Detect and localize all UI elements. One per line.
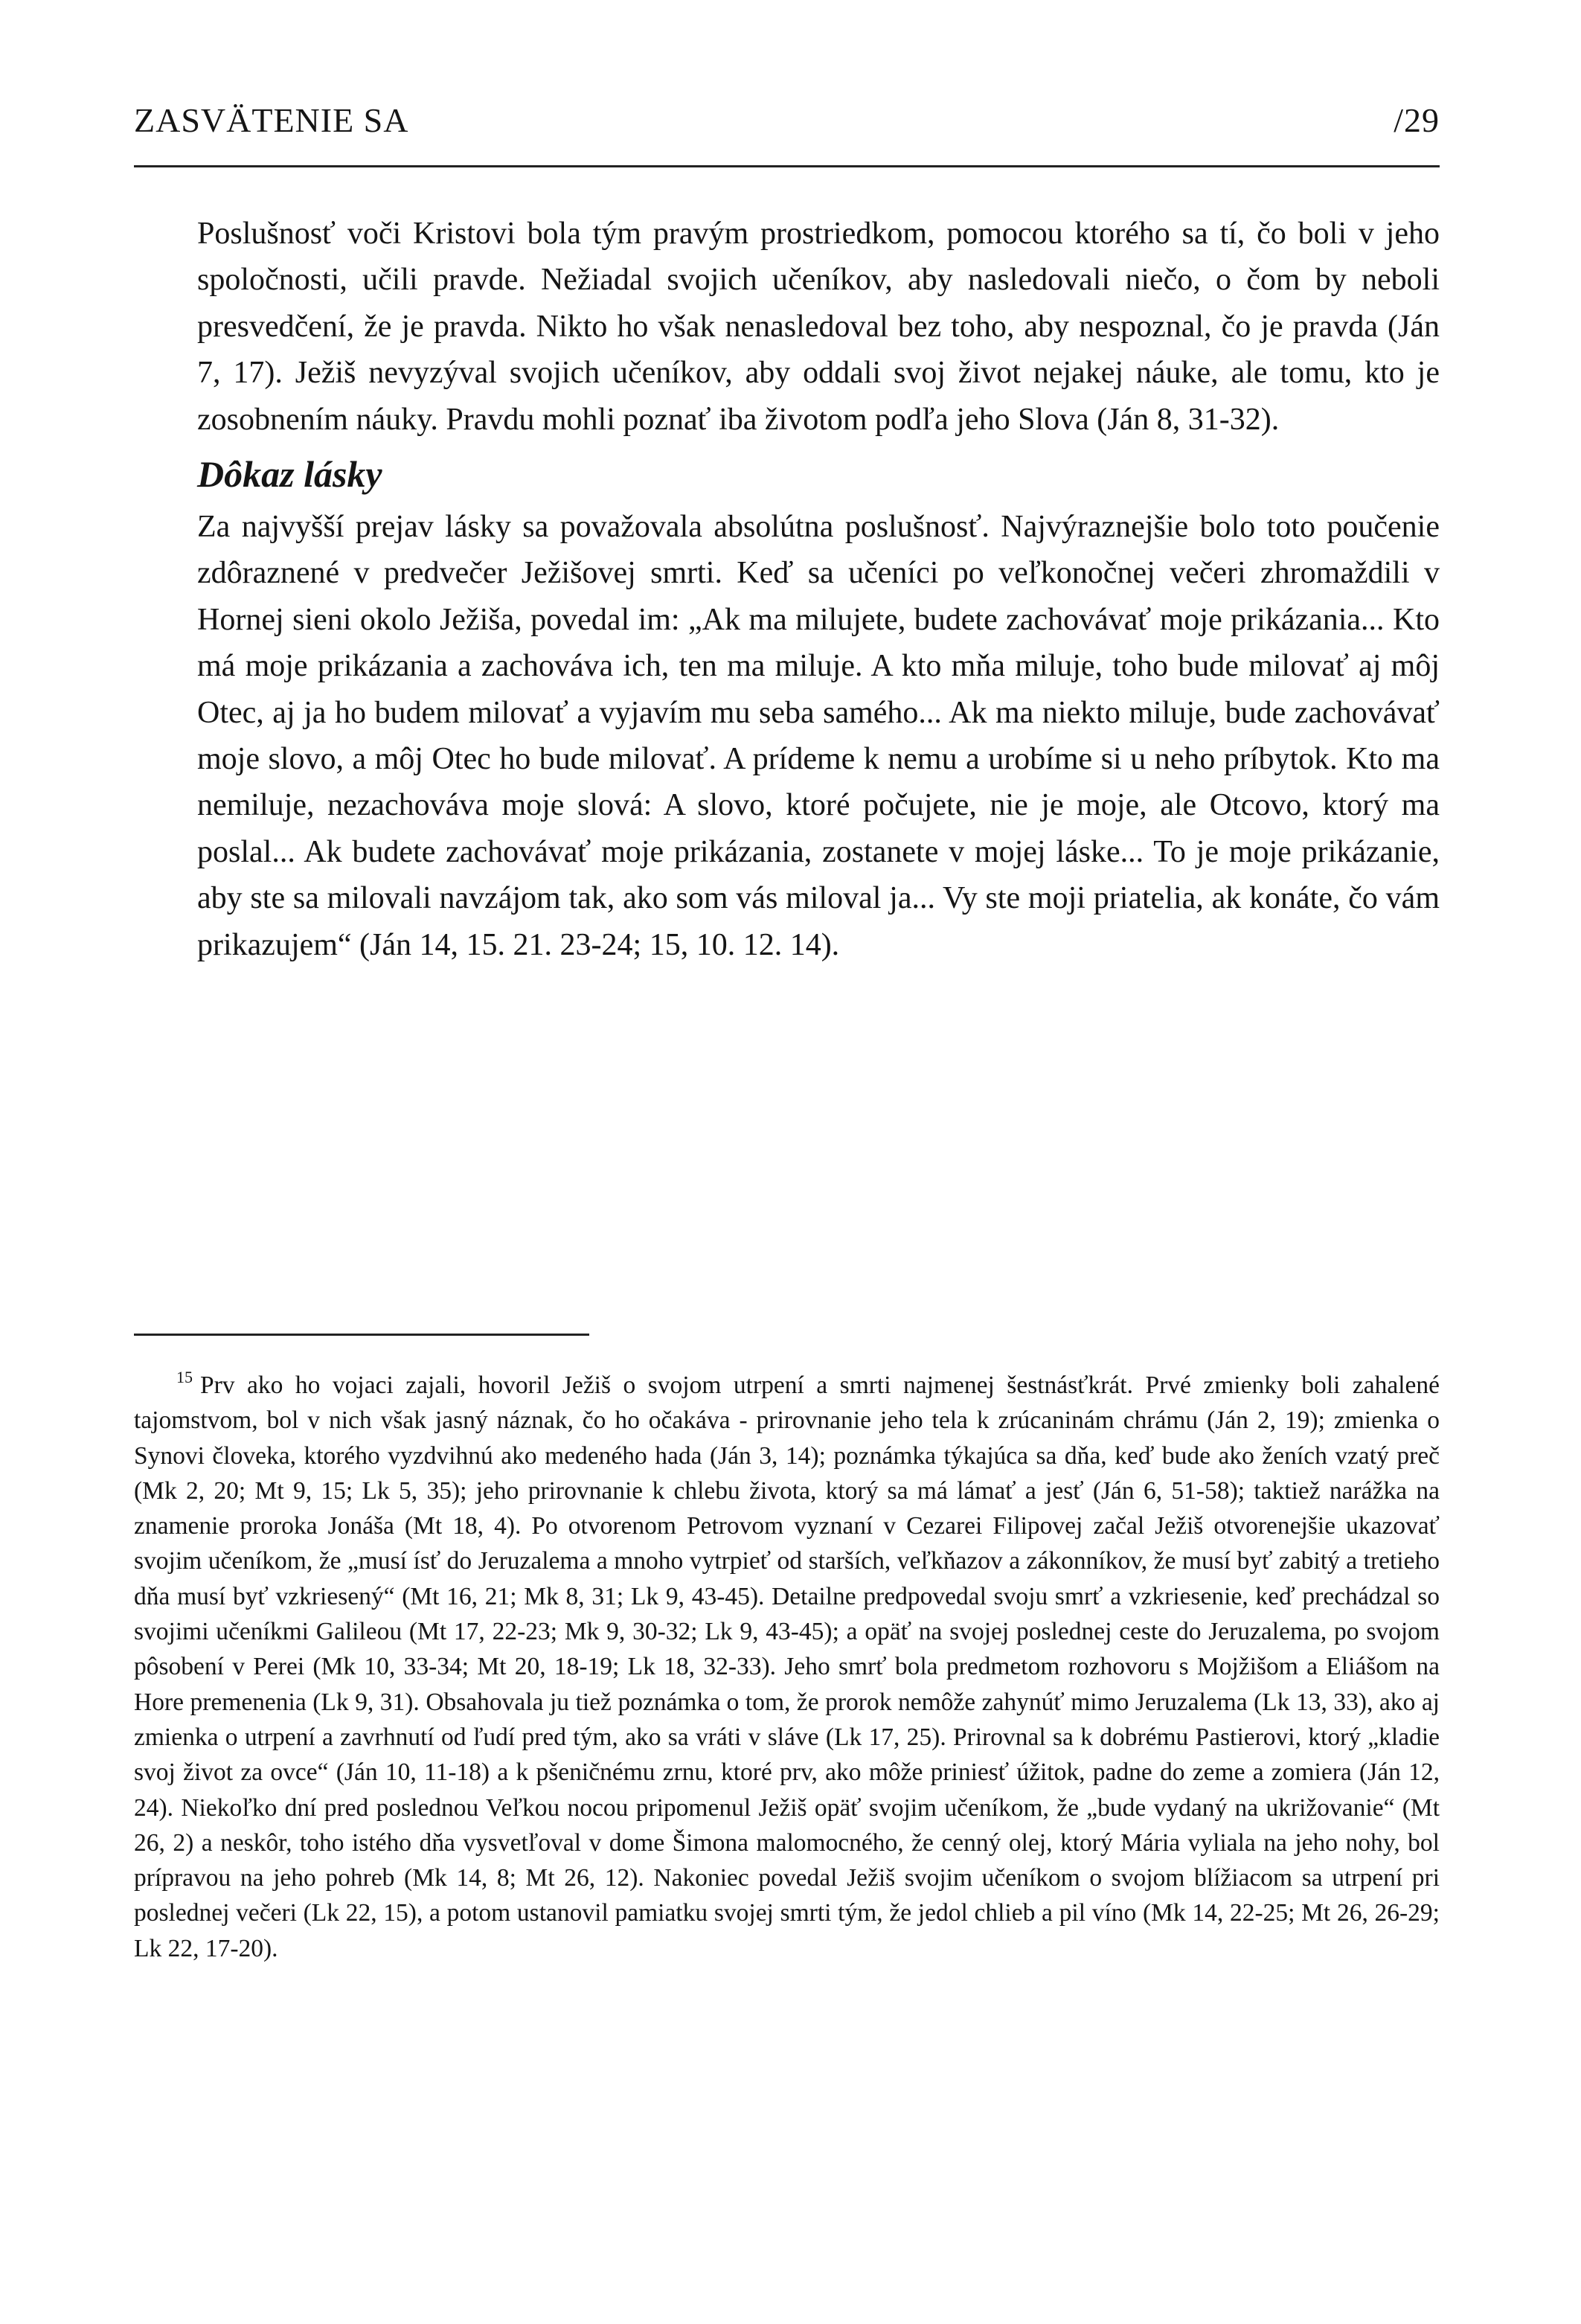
section-heading: Dôkaz lásky: [197, 453, 382, 496]
footnote-divider: [134, 1334, 589, 1336]
page-number: /29: [1394, 101, 1440, 139]
footnote-number: 15: [176, 1368, 193, 1386]
header-divider: [134, 165, 1440, 167]
footnote-text: Prv ako ho vojaci zajali, hovoril Ježiš o svojom utrpení a smrti najmenej šestnásťkrát. Prvé zmienky boli zahalené tajomstvom, bol v nich však jasný náznak, čo ho očakáva - prirovnanie jeho tela k zrúcaninám chrámu (Ján 2, 19); zmienka o Synovi človeka, ktorého vyzdvihnú ako medeného hada (Ján 3, 14); poznámka týkajúca sa dňa, keď bude ako ženích vzatý preč (Mk 2, 20; Mt 9, 15; Lk 5, 35); jeho prirovnanie k chlebu života, ktorý sa má lámať a jesť (Ján 6, 51-58); taktiež narážka na znamenie proroka Jonáša (Mt 18, 4). Po otvorenom Petrovom vyznaní v Cezarei Filipovej začal Ježiš otvorenejšie ukazovať svojim učeníkom, že „musí ísť do Jeruzalema a mnoho vytrpieť od starších, veľkňazov a zákonníkov, že musí byť zabitý a tretieho dňa musí byť vzkriesený“ (Mt 16, 21; Mk 8, 31; Lk 9, 43-45). Detailne predpovedal svoju smrť a vzkriesenie, keď prechádzal so svojimi učeníkmi Galileou (Mt 17, 22-23; Mk 9, 30-32; Lk 9, 43-45); a opäť na svojej poslednej ceste do Jeruzalema, po svojom pôsobení v Perei (Mk 10, 33-34; Mt 20, 18-19; Lk 18, 32-33). Jeho smrť bola predmetom rozhovoru s Mojžišom a Eliášom na Hore premenenia (Lk 9, 31). Obsahovala ju tiež poznámka o tom, že prorok nemôže zahynúť mimo Jeruzalema (Lk 13, 33), ako aj zmienka o utrpení a zavrhnutí od ľudí pred tým, ako sa vráti v sláve (Lk 17, 25). Prirovnal sa k dobrému Pastierovi, ktorý „kladie svoj život za ovce“ (Ján 10, 11-18) a k pšeničnému zrnu, ktoré prv, ako môže priniesť úžitok, padne do zeme a zomiera (Ján 12, 24). Niekoľko dní pred poslednou Veľkou nocou pripomenul Ježiš opäť svojim učeníkom, že „bude vydaný na ukrižovanie“ (Mt 26, 2) a neskôr, toho istého dňa vysvetľoval v dome Šimona malomocného, že cenný olej, ktorý Mária vyliala na jeho nohy, bol prípravou na jeho pohreb (Mk 14, 8; Mt 26, 12). Nakoniec povedal Ježiš svojim učeníkom o svojom blížiacom sa utrpení pri poslednej večeri (Lk 22, 15), a potom ustanovil pamiatku svojej smrti tým, že jedol chlieb a pil víno (Mk 14, 22-25; Mt 26, 26-29; Lk 22, 17-20).: [134, 1371, 1440, 1962]
section-title: ZASVÄTENIE SA: [134, 101, 409, 139]
body-paragraph-2: Za najvyšší prejav lásky sa považovala absolútna poslušnosť. Najvýraznejšie bolo toto poučenie zdôraznené v predvečer Ježišovej smrti. Keď sa učeníci po veľkonočnej večeri zhromaždili v Hornej sieni okolo Ježiša, povedal im: „Ak ma milujete, budete zachovávať moje prikázania... Kto má moje prikázania a zachováva ich, ten ma miluje. A kto mňa miluje, toho bude milovať aj môj Otec, aj ja ho budem milovať a vyjavím mu seba samého... Ak ma niekto miluje, bude zachovávať moje slovo, a môj Otec ho bude milovať. A prídeme k nemu a urobíme si u neho príbytok. Kto ma nemiluje, nezachováva moje slová: A slovo, ktoré počujete, nie je moje, ale Otcovo, ktorý ma poslal... Ak budete zachovávať moje prikázania, zostanete v mojej láske... To je moje prikázanie, aby ste sa milovali navzájom tak, ako som vás miloval ja... Vy ste moji priatelia, ak konáte, čo vám prikazujem“ (Ján 14, 15. 21. 23-24; 15, 10. 12. 14).: [197, 510, 1440, 962]
main-text: [197, 211, 1440, 968]
body-paragraph-1: Poslušnosť voči Kristovi bola tým pravým prostriedkom, pomocou ktorého sa tí, čo boli v jeho spoločnosti, učili pravde. Nežiadal svojich učeníkov, aby nasledovali niečo, o čom by neboli presvedčení, že je pravda. Nikto ho však nenasledoval bez toho, aby nespoznal, čo je pravda (Ján 7, 17). Ježiš nevyzýval svojich učeníkov, aby oddali svoj život nejakej náuke, ale tomu, kto je zosobnením náuky. Pravdu mohli poznať iba životom podľa jeho Slova (Ján 8, 31-32).: [197, 217, 1440, 437]
footnote: [134, 1368, 1440, 1966]
running-head: [134, 98, 1440, 143]
